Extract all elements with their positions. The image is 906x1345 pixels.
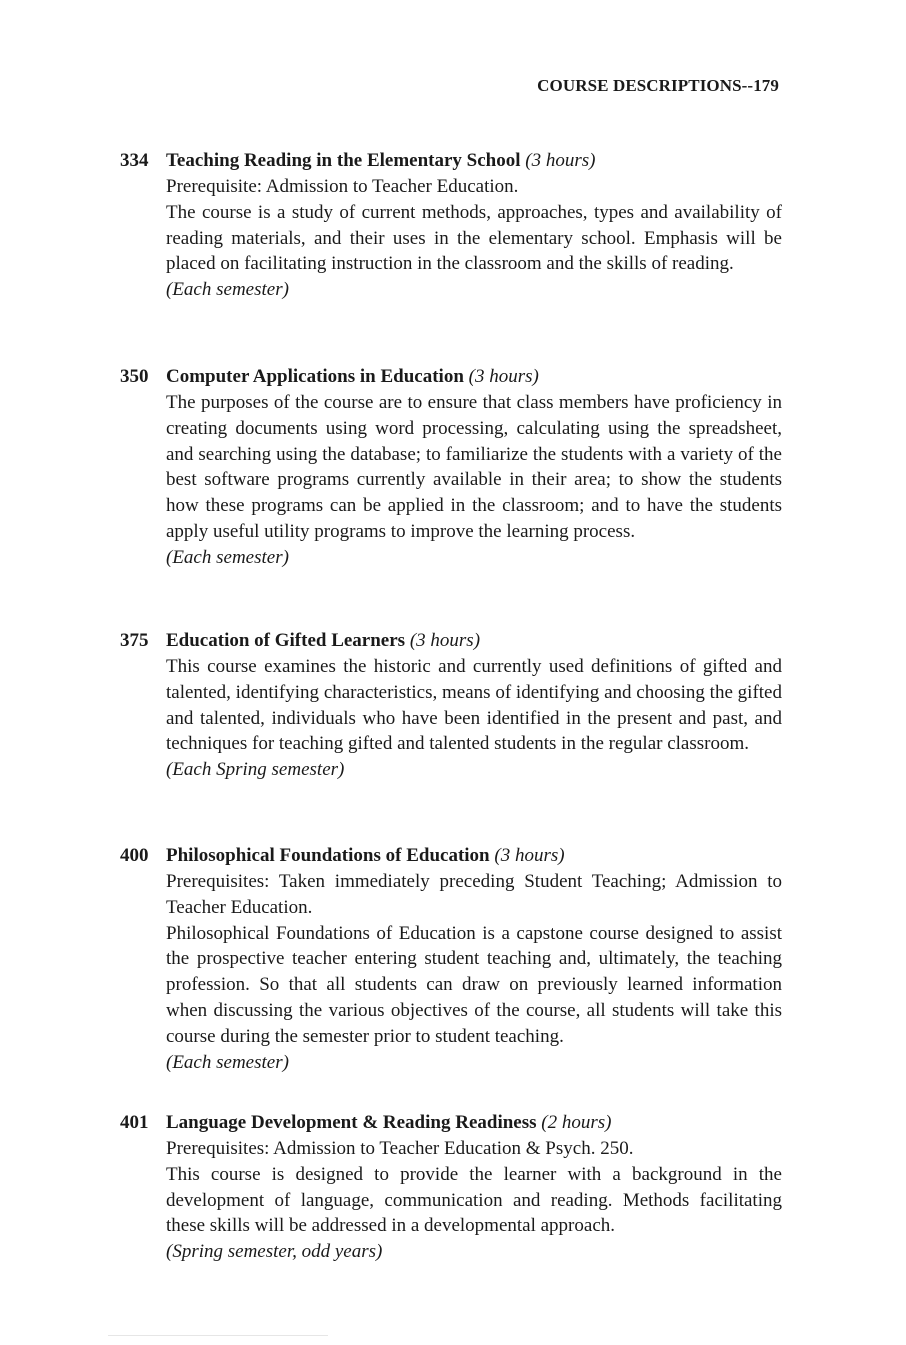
course-schedule: (Each semester) [166,279,289,301]
course-entry-350 [120,364,782,571]
course-number: 401 [120,1112,149,1133]
course-entry-334 [120,148,782,303]
course-heading [166,1110,782,1136]
course-schedule: (Each Spring semester) [166,759,345,781]
course-schedule: (Each semester) [166,1051,289,1073]
course-description: This course examines the historic and currently used definitions of gifted and talented, identifying characteristics, means of identifying and choosing the gifted and talented, individuals who have been identified in the present and past, and techniques for teaching gifted and talented students in the regular classroom. [166,656,782,755]
course-hours: (2 hours) [541,1112,612,1133]
course-description: The course is a study of current methods, approaches, types and availability of reading materials, and their uses in the elementary school. Emphasis will be placed on facilitating instruction in the classroom and the skills of reading. [166,201,782,275]
course-description: The purposes of the course are to ensure that class members have proficiency in creating documents using word processing, calculating using the spreadsheet, and searching using the database; to familiarize the students with a variety of the best software programs currently available in their area; to show the students how these programs can be applied in the classroom; and to have the students apply useful utility programs to improve the learning process. [166,392,782,542]
course-number: 350 [120,366,149,387]
course-heading [166,364,782,390]
course-entry-400 [120,843,782,1075]
course-description: Philosophical Foundations of Education is a capstone course designed to assist the prospective teacher entering student teaching and, ultimately, the teaching profession. So that all students can draw on previously learned information when discussing the various objectives of the course, all students will take this course during the semester prior to student teaching. [166,922,782,1047]
course-number: 334 [120,150,149,171]
course-prerequisite: Prerequisites: Admission to Teacher Education & Psych. 250. [166,1138,634,1159]
course-title: Language Development & Reading Readiness [166,1112,537,1133]
course-number: 375 [120,630,149,651]
course-title: Education of Gifted Learners [166,630,406,651]
course-hours: (3 hours) [525,150,596,171]
course-heading [166,628,782,654]
course-entry-401 [120,1110,782,1265]
course-heading [166,843,782,869]
course-prerequisite: Prerequisites: Taken immediately preceding Student Teaching; Admission to Teacher Education. [166,871,782,918]
running-head: COURSE DESCRIPTIONS--179 [537,76,779,95]
page-bottom-rule [108,1335,328,1336]
course-schedule: (Spring semester, odd years) [166,1241,383,1263]
course-entry-375 [120,628,782,783]
course-heading [166,148,782,174]
course-number: 400 [120,845,149,866]
course-hours: (3 hours) [409,630,481,651]
course-title: Computer Applications in Education [166,366,464,387]
course-prerequisite: Prerequisite: Admission to Teacher Education. [166,176,519,197]
course-title: Teaching Reading in the Elementary School [166,150,521,171]
course-hours: (3 hours) [494,845,565,866]
course-description: This course is designed to provide the learner with a background in the development of language, communication and reading. Methods facilitating these skills will be addressed in a developmental approach. [166,1163,782,1237]
course-hours: (3 hours) [468,366,539,387]
course-title: Philosophical Foundations of Education [166,845,490,866]
course-schedule: (Each semester) [166,546,289,568]
